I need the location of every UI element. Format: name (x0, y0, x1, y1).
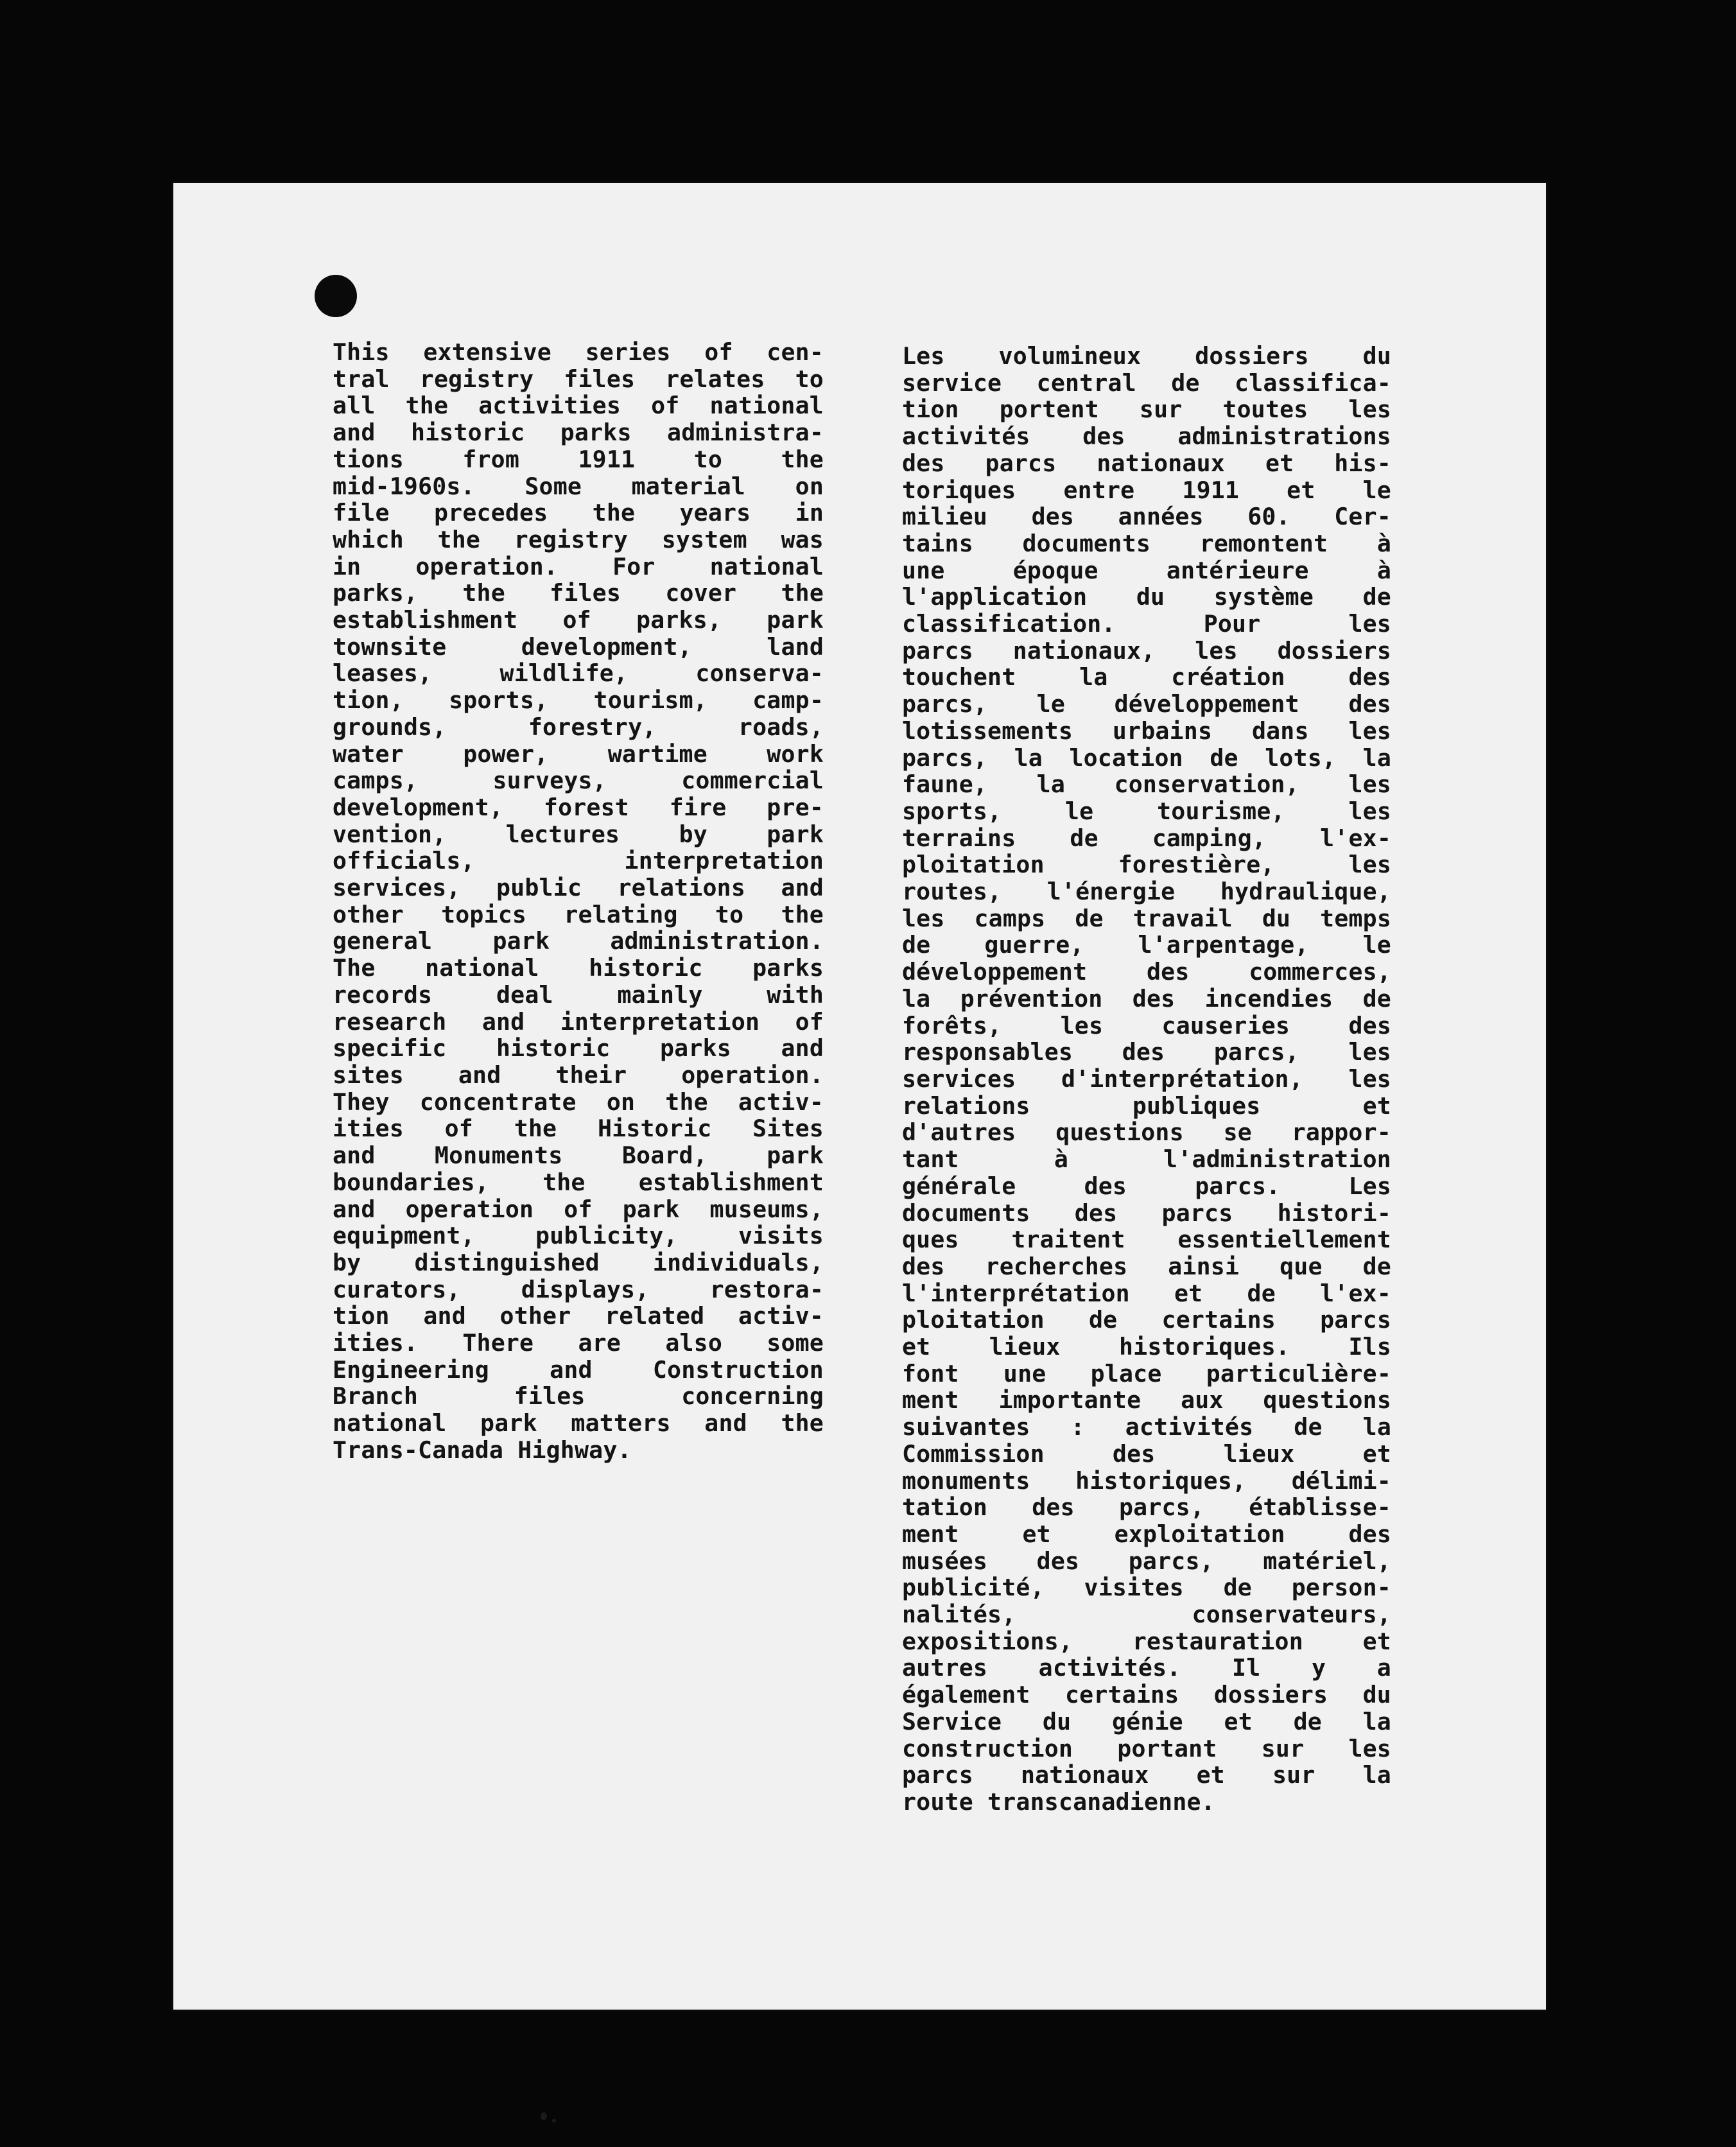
text-line: Trans-Canada Highway. (333, 1436, 632, 1464)
text-line: ment et exploitation des (902, 1520, 1391, 1548)
text-line: documents des parcs histori- (902, 1199, 1391, 1227)
text-line: la prévention des incendies de (902, 984, 1391, 1013)
text-line: Engineering and Construction (333, 1355, 824, 1384)
text-line: general park administration. (333, 927, 824, 955)
text-line: townsite development, land (333, 632, 824, 661)
text-line: tion, sports, tourism, camp- (333, 686, 824, 715)
text-line: ploitation forestière, les (902, 851, 1391, 879)
text-line: development, forest fire pre- (333, 793, 824, 821)
french-text-column (902, 343, 1391, 1816)
text-line: other topics relating to the (333, 900, 824, 928)
text-line: et lieux historiques. Ils (902, 1333, 1391, 1361)
text-line: lotissements urbains dans les (902, 717, 1391, 745)
text-line: touchent la création des (902, 663, 1391, 691)
text-line: parcs nationaux, les dossiers (902, 636, 1391, 665)
text-line: construction portant sur les (902, 1734, 1391, 1762)
text-line: activités des administrations (902, 422, 1391, 451)
text-line: Commission des lieux et (902, 1439, 1391, 1468)
text-line: l'interprétation et de l'ex- (902, 1279, 1391, 1307)
text-line: toriques entre 1911 et le (902, 476, 1391, 504)
text-line: establishment of parks, park (333, 606, 824, 634)
text-line: tant à l'administration (902, 1145, 1391, 1174)
text-line: l'application du système de (902, 583, 1391, 611)
text-line: ploitation de certains parcs (902, 1306, 1391, 1334)
text-line: all the activities of national (333, 392, 824, 420)
text-line: sports, le tourisme, les (902, 797, 1391, 825)
text-line: grounds, forestry, roads, (333, 713, 824, 741)
text-line: This extensive series of cen- (333, 338, 824, 366)
text-line: camps, surveys, commercial (333, 767, 824, 795)
text-line: classification. Pour les (902, 610, 1391, 638)
text-line: suivantes : activités de la (902, 1413, 1391, 1441)
text-line: leases, wildlife, conserva- (333, 659, 824, 688)
text-line: une époque antérieure à (902, 556, 1391, 584)
text-line: relations publiques et (902, 1091, 1391, 1120)
text-line: générale des parcs. Les (902, 1172, 1391, 1200)
text-line: Service du génie et de la (902, 1707, 1391, 1735)
dust-speck (552, 2119, 556, 2123)
text-line: faune, la conservation, les (902, 770, 1391, 799)
text-line: monuments historiques, délimi- (902, 1466, 1391, 1495)
text-line: mid-1960s. Some material on (333, 472, 824, 500)
text-line: in operation. For national (333, 552, 824, 580)
dust-speck (541, 2112, 547, 2120)
text-line: tral registry files relates to (333, 365, 824, 393)
text-line: records deal mainly with (333, 980, 824, 1009)
text-line: Les volumineux dossiers du (902, 342, 1391, 370)
text-line: specific historic parks and (333, 1034, 824, 1063)
text-line: The national historic parks (333, 954, 824, 982)
text-line: ities of the Historic Sites (333, 1115, 824, 1143)
text-line: route transcanadienne. (902, 1787, 1215, 1816)
text-line: which the registry system was (333, 525, 824, 553)
text-line: tains documents remontent à (902, 529, 1391, 557)
text-line: milieu des années 60. Cer- (902, 503, 1391, 531)
text-line: ques traitent essentiellement (902, 1226, 1391, 1254)
text-line: national park matters and the (333, 1409, 824, 1438)
text-line: tion and other related activ- (333, 1302, 824, 1330)
text-line: services d'interprétation, les (902, 1065, 1391, 1093)
text-line: sites and their operation. (333, 1061, 824, 1089)
english-text-column (333, 339, 824, 1464)
text-line: and operation of park museums, (333, 1195, 824, 1223)
text-line: d'autres questions se rappor- (902, 1118, 1391, 1147)
text-line: They concentrate on the activ- (333, 1088, 824, 1116)
text-line: autres activités. Il y a (902, 1654, 1391, 1682)
text-line: officials, interpretation (333, 847, 824, 875)
text-line: vention, lectures by park (333, 820, 824, 848)
text-line: également certains dossiers du (902, 1681, 1391, 1709)
text-line: tions from 1911 to the (333, 445, 824, 473)
text-line: tion portent sur toutes les (902, 396, 1391, 424)
text-line: forêts, les causeries des (902, 1011, 1391, 1039)
text-line: water power, wartime work (333, 740, 824, 768)
text-line: les camps de travail du temps (902, 904, 1391, 932)
text-line: expositions, restauration et (902, 1627, 1391, 1655)
text-line: parcs, le développement des (902, 690, 1391, 718)
text-line: curators, displays, restora- (333, 1275, 824, 1303)
punch-hole-mark (315, 275, 357, 317)
text-line: des parcs nationaux et his- (902, 449, 1391, 477)
text-line: parks, the files cover the (333, 579, 824, 607)
text-line: ment importante aux questions (902, 1386, 1391, 1414)
text-line: développement des commerces, (902, 958, 1391, 986)
text-line: research and interpretation of (333, 1007, 824, 1036)
text-line: services, public relations and (333, 874, 824, 902)
text-line: parcs, la location de lots, la (902, 743, 1391, 772)
text-line: and historic parks administra- (333, 419, 824, 447)
text-line: by distinguished individuals, (333, 1248, 824, 1276)
text-line: and Monuments Board, park (333, 1142, 824, 1170)
text-line: des recherches ainsi que de (902, 1252, 1391, 1280)
text-line: parcs nationaux et sur la (902, 1761, 1391, 1789)
text-line: de guerre, l'arpentage, le (902, 931, 1391, 959)
text-line: tation des parcs, établisse- (902, 1493, 1391, 1522)
text-line: routes, l'énergie hydraulique, (902, 878, 1391, 906)
text-line: nalités, conservateurs, (902, 1601, 1391, 1629)
text-line: terrains de camping, l'ex- (902, 824, 1391, 852)
text-line: ities. There are also some (333, 1329, 824, 1357)
text-line: responsables des parcs, les (902, 1038, 1391, 1066)
text-line: Branch files concerning (333, 1382, 824, 1411)
text-line: font une place particulière- (902, 1359, 1391, 1387)
text-line: musées des parcs, matériel, (902, 1547, 1391, 1575)
text-line: service central de classifica- (902, 369, 1391, 397)
text-line: publicité, visites de person- (902, 1574, 1391, 1602)
text-line: file precedes the years in (333, 499, 824, 527)
text-line: equipment, publicity, visits (333, 1222, 824, 1250)
text-line: boundaries, the establishment (333, 1168, 824, 1196)
